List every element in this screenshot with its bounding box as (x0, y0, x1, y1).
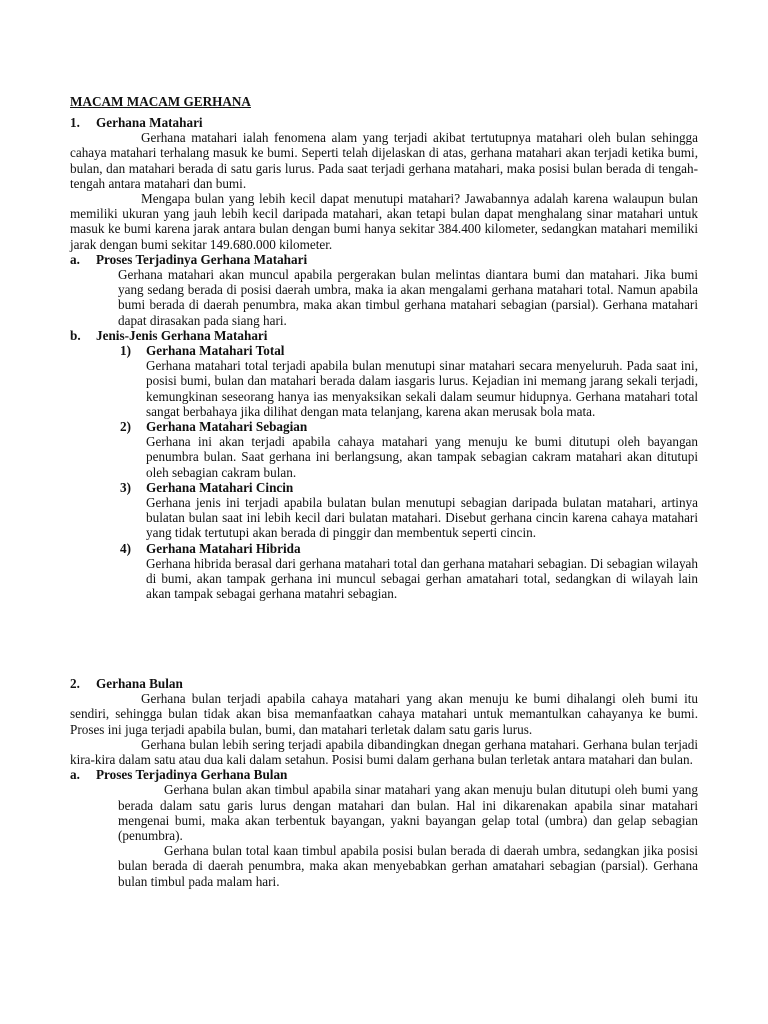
subsection-label: a. (70, 767, 80, 783)
item-label: 2) (120, 419, 131, 434)
item-label: 3) (120, 479, 131, 495)
paragraph: Gerhana matahari ialah fenomena alam yang terjadi akibat tertutupnya matahari oleh bulan sehingga cahaya matahari terhalang masuk ke bumi. Seperti telah dijelaskan di atas, gerhana matahari akan terjadi ketika bumi, bulan, dan matahari berada di satu garis lurus. Pada saat terjadi gerhana matahari, maka posisi bulan berada di tengah-tengah antara matahari dan bumi. (70, 130, 698, 191)
paragraph: Mengapa bulan yang lebih kecil dapat menutupi matahari? Jawabannya adalah karena walaupun bulan memiliki ukuran yang jauh lebih kecil daripada matahari, akan tetapi bulan dapat menghalang sinar matahari untuk masuk ke bumi karena jarak antara bulan dengan bumi hanya sekitar 384.400 kilometer, sedangkan matahari memiliki jarak dengan bumi sekitar 149.680.000 kilometer. (70, 191, 698, 252)
list-item (70, 541, 698, 602)
document-title: MACAM MACAM GERHANA (70, 94, 251, 109)
section-number: 1. (70, 115, 80, 130)
item-text: Gerhana matahari total terjadi apabila bulan menutupi sinar matahari secara menyeluruh. Pada saat ini, posisi bumi, bulan dan matahari berada dalam iasgaris lurus. Kejadian ini memang jarang sekali terjadi, kemungkinan seseorang hanya ias menyaksikan sekali dalam seumur hidupnya. Gerhana matahari total sangat berbahaya jika dilihat dengan mata telanjang, karena akan merusak bola mata. (146, 358, 698, 419)
paragraph: Gerhana bulan terjadi apabila cahaya matahari yang akan menuju ke bumi dihalangi oleh bumi itu sendiri, sehingga bulan tidak akan bisa memanfaatkan cahaya matahari untuk memantulkan cahayanya ke bumi. Proses ini juga terjadi apabila bulan, bumi, dan matahari terletak dalam satu garis lurus. (70, 691, 698, 737)
subsection-title: Proses Terjadinya Gerhana Matahari (96, 251, 308, 267)
item-text: Gerhana ini akan terjadi apabila cahaya matahari yang menuju ke bumi ditutupi oleh bayangan penumbra bulan. Saat gerhana ini berlangsung, akan tampak sebagian cakram matahari akan ditutupi oleh sebagian cakram bulan. (146, 434, 698, 480)
section-number: 2. (70, 676, 80, 691)
item-label: 4) (120, 540, 131, 556)
subsection-proses-bulan (70, 767, 698, 889)
section-gerhana-matahari (70, 115, 698, 601)
item-text: Gerhana jenis ini terjadi apabila bulatan bulan menutupi sebagian daripada bulatan matahari, artinya bulatan bulan saat ini lebih kecil dari bulatan matahari. Disebut gerhana cincin karena cahaya matahari yang tidak tertutupi akan berada di pinggir dan membentuk seperti cincin. (146, 494, 698, 541)
list-item (70, 419, 698, 480)
paragraph: Gerhana bulan akan timbul apabila sinar matahari yang akan menuju bulan ditutupi oleh bumi yang berada dalam satu garis lurus dengan matahari dan bulan. Hal ini dikarenakan apabila sinar matahari mengenai bumi, maka akan terbentuk bayangan, yakni bayangan gelap total (umbra) dan gelap sebagian (penumbra). (118, 782, 698, 843)
subsection-label: b. (70, 327, 81, 343)
paragraph: Gerhana matahari akan muncul apabila pergerakan bulan melintas diantara bumi dan matahari. Jika bumi yang sedang berada di posisi daerah umbra, maka ia akan mengalami gerhana matahari total. Namun apabila bumi berada di daerah penumbra, maka akan timbul gerhana matahari sebagian (parsial). Gerhana matahari dapat dirasakan pada siang hari. (118, 267, 698, 328)
paragraph: Gerhana bulan total kaan timbul apabila posisi bulan berada di daerah umbra, sedangkan jika posisi bulan berada di daerah penumbra, maka akan menyebabkan gerhan amatahari sebagian (parsial). Gerhana bulan timbul pada malam hari. (118, 843, 698, 889)
item-title: Gerhana Matahari Cincin (146, 479, 294, 495)
subsection-jenis-matahari (70, 328, 698, 602)
item-title: Gerhana Matahari Sebagian (146, 419, 308, 434)
item-text: Gerhana hibrida berasal dari gerhana matahari total dan gerhana matahari sebagian. Di sebagian wilayah di bumi, akan tampak gerhana ini muncul sebagai gerhan amatahari total, sedangkan di wilayah lain akan tampak sebagai gerhana matahri sebagian. (146, 555, 698, 602)
list-item (70, 480, 698, 541)
list-item (70, 343, 698, 419)
section-heading: Gerhana Bulan (96, 676, 183, 691)
paragraph: Gerhana bulan lebih sering terjadi apabila dibandingkan dnegan gerhana matahari. Gerhana bulan terjadi kira-kira dalam satu atau dua kali dalam setahun. Posisi bumi dalam gerhana bulan terletak antara matahari dan bulan. (70, 736, 698, 767)
subsection-proses-matahari (70, 252, 698, 328)
section-heading: Gerhana Matahari (96, 115, 203, 130)
subsection-label: a. (70, 251, 80, 267)
section-gerhana-bulan (70, 676, 698, 889)
item-label: 1) (120, 343, 131, 358)
subsection-title: Jenis-Jenis Gerhana Matahari (96, 327, 268, 343)
item-title: Gerhana Matahari Hibrida (146, 540, 301, 556)
item-title: Gerhana Matahari Total (146, 343, 285, 358)
subsection-title: Proses Terjadinya Gerhana Bulan (96, 767, 288, 783)
